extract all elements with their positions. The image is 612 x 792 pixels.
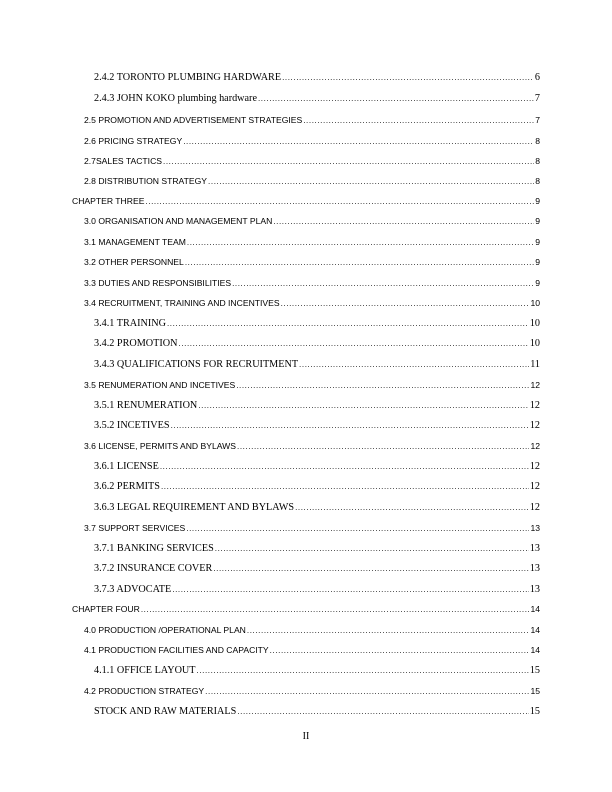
toc-entry-page: 7 bbox=[535, 115, 540, 125]
toc-entry[interactable] bbox=[84, 645, 540, 655]
toc-entry[interactable] bbox=[84, 176, 540, 186]
toc-entry-title: 2.7SALES TACTICS bbox=[84, 156, 163, 166]
toc-entry[interactable] bbox=[84, 441, 540, 451]
toc-entry[interactable] bbox=[94, 543, 540, 554]
toc-entry-title: 3.7.1 BANKING SERVICES bbox=[94, 543, 214, 554]
toc-entry-title: 3.0 ORGANISATION AND MANAGEMENT PLAN bbox=[84, 216, 273, 226]
toc-leader-dots bbox=[183, 137, 534, 146]
toc-entry-title: 3.6.2 PERMITS bbox=[94, 481, 160, 492]
toc-entry-page: 9 bbox=[535, 257, 540, 267]
toc-entry-page: 8 bbox=[535, 156, 540, 166]
toc-leader-dots bbox=[171, 421, 529, 430]
toc-leader-dots bbox=[161, 482, 529, 491]
toc-leader-dots bbox=[281, 299, 530, 308]
toc-entry-page: 7 bbox=[534, 93, 540, 104]
toc-leader-dots bbox=[236, 381, 529, 390]
toc-entry[interactable] bbox=[94, 706, 540, 717]
toc-entry[interactable] bbox=[84, 380, 540, 390]
toc-entry-title: 3.4 RECRUITMENT, TRAINING AND INCENTIVES bbox=[84, 298, 280, 308]
toc-entry-title: 2.4.2 TORONTO PLUMBING HARDWARE bbox=[94, 72, 282, 83]
toc-entry-title: 4.1 PRODUCTION FACILITIES AND CAPACITY bbox=[84, 645, 269, 655]
toc-leader-dots bbox=[167, 319, 529, 328]
toc-entry[interactable] bbox=[84, 278, 540, 288]
toc-leader-dots bbox=[237, 442, 529, 451]
toc-leader-dots bbox=[270, 646, 530, 655]
toc-entry-page: 14 bbox=[530, 645, 540, 655]
toc-entry-page: 9 bbox=[535, 237, 540, 247]
toc-entry-title: 3.7.3 ADVOCATE bbox=[94, 584, 172, 595]
toc-entry-page: 13 bbox=[530, 523, 540, 533]
toc-entry-page: 8 bbox=[535, 176, 540, 186]
toc-leader-dots bbox=[215, 544, 529, 553]
toc-entry-page: 12 bbox=[529, 502, 540, 513]
toc-entry-page: 9 bbox=[535, 216, 540, 226]
toc-entry-title: 3.6 LICENSE, PERMITS AND BYLAWS bbox=[84, 441, 237, 451]
toc-entry-title: 2.6 PRICING STRATEGY bbox=[84, 136, 183, 146]
toc-leader-dots bbox=[187, 238, 534, 247]
toc-entry[interactable] bbox=[94, 502, 540, 513]
toc-leader-dots bbox=[198, 401, 529, 410]
toc-entry[interactable] bbox=[94, 400, 540, 411]
toc-entry-page: 12 bbox=[530, 380, 540, 390]
toc-entry-title: 3.6.1 LICENSE bbox=[94, 461, 159, 472]
toc-entry-page: 6 bbox=[534, 72, 540, 83]
toc-leader-dots bbox=[282, 73, 534, 82]
toc-entry[interactable] bbox=[84, 523, 540, 533]
toc-entry[interactable] bbox=[84, 156, 540, 166]
toc-leader-dots bbox=[258, 94, 534, 103]
toc-leader-dots bbox=[163, 157, 534, 166]
toc-leader-dots bbox=[160, 462, 529, 471]
toc-entry[interactable] bbox=[72, 604, 540, 614]
toc-entry[interactable] bbox=[84, 298, 540, 308]
toc-leader-dots bbox=[145, 197, 534, 206]
toc-entry[interactable] bbox=[94, 93, 540, 104]
toc-entry-title: 3.4.3 QUALIFICATIONS FOR RECRUITMENT bbox=[94, 359, 299, 370]
toc-leader-dots bbox=[186, 524, 529, 533]
toc-entry-page: 15 bbox=[530, 686, 540, 696]
toc-leader-dots bbox=[179, 339, 529, 348]
toc-entry[interactable] bbox=[84, 115, 540, 125]
toc-entry[interactable] bbox=[94, 359, 540, 370]
toc-entry[interactable] bbox=[94, 338, 540, 349]
toc-entry-title: 3.5.1 RENUMERATION bbox=[94, 400, 198, 411]
toc-entry-title: 3.1 MANAGEMENT TEAM bbox=[84, 237, 186, 247]
toc-leader-dots bbox=[172, 585, 529, 594]
toc-entry[interactable] bbox=[94, 665, 540, 676]
toc-leader-dots bbox=[205, 687, 529, 696]
toc-leader-dots bbox=[208, 177, 534, 186]
toc-entry-page: 8 bbox=[535, 136, 540, 146]
toc-entry-title: 3.3 DUTIES AND RESPONSIBILITIES bbox=[84, 278, 232, 288]
toc-entry[interactable] bbox=[94, 563, 540, 574]
toc-entry-title: CHAPTER THREE bbox=[72, 196, 145, 206]
toc-leader-dots bbox=[303, 116, 534, 125]
toc-entry-page: 10 bbox=[530, 298, 540, 308]
page-number: II bbox=[302, 731, 310, 742]
toc-entry[interactable] bbox=[84, 686, 540, 696]
toc-entry-title: 2.8 DISTRIBUTION STRATEGY bbox=[84, 176, 208, 186]
toc-entry-title: 2.5 PROMOTION AND ADVERTISEMENT STRATEGIES bbox=[84, 115, 303, 125]
toc-entry-page: 12 bbox=[529, 400, 540, 411]
toc-entry[interactable] bbox=[84, 625, 540, 635]
toc-entry[interactable] bbox=[94, 318, 540, 329]
toc-entry-title: 4.0 PRODUCTION /OPERATIONAL PLAN bbox=[84, 625, 246, 635]
toc-entry[interactable] bbox=[94, 481, 540, 492]
toc-entry-page: 15 bbox=[529, 665, 540, 676]
toc-entry-page: 12 bbox=[530, 441, 540, 451]
toc-entry-page: 11 bbox=[530, 359, 540, 370]
toc-entry-page: 13 bbox=[529, 584, 540, 595]
toc-entry-page: 12 bbox=[529, 481, 540, 492]
toc-entry-title: 3.2 OTHER PERSONNEL bbox=[84, 257, 184, 267]
toc-leader-dots bbox=[295, 503, 529, 512]
toc-entry-page: 10 bbox=[529, 338, 540, 349]
toc-leader-dots bbox=[185, 258, 534, 267]
toc-entry-title: 3.5 RENUMERATION AND INCETIVES bbox=[84, 380, 236, 390]
toc-entry-page: 12 bbox=[529, 461, 540, 472]
toc-entry[interactable] bbox=[84, 216, 540, 226]
toc-leader-dots bbox=[232, 279, 534, 288]
toc-entry[interactable] bbox=[84, 237, 540, 247]
toc-leader-dots bbox=[213, 564, 529, 573]
toc-entry-page: 9 bbox=[535, 278, 540, 288]
toc-entry[interactable] bbox=[94, 420, 540, 431]
toc-leader-dots bbox=[273, 217, 534, 226]
toc-leader-dots bbox=[197, 666, 529, 675]
toc-leader-dots bbox=[141, 605, 530, 614]
toc-leader-dots bbox=[237, 707, 529, 716]
toc-entry-title: 3.7 SUPPORT SERVICES bbox=[84, 523, 186, 533]
toc-entry-title: STOCK AND RAW MATERIALS bbox=[94, 706, 237, 717]
toc-entry[interactable] bbox=[84, 257, 540, 267]
toc-entry[interactable] bbox=[84, 136, 540, 146]
toc-entry-title: CHAPTER FOUR bbox=[72, 604, 140, 614]
toc-entry-page: 12 bbox=[529, 420, 540, 431]
toc-entry[interactable] bbox=[94, 72, 540, 83]
toc-entry-page: 13 bbox=[529, 563, 540, 574]
toc-entry[interactable] bbox=[94, 584, 540, 595]
toc-entry-page: 13 bbox=[529, 543, 540, 554]
toc-entry-title: 3.7.2 INSURANCE COVER bbox=[94, 563, 213, 574]
toc-entry-page: 14 bbox=[530, 604, 540, 614]
toc-entry-title: 3.4.1 TRAINING bbox=[94, 318, 166, 329]
toc-entry-title: 4.1.1 OFFICE LAYOUT bbox=[94, 665, 196, 676]
toc-entry[interactable] bbox=[72, 196, 540, 206]
toc-entry-title: 2.4.3 JOHN KOKO plumbing hardware bbox=[94, 93, 257, 104]
toc-entry[interactable] bbox=[94, 461, 540, 472]
toc-leader-dots bbox=[247, 626, 530, 635]
toc-entry-page: 10 bbox=[529, 318, 540, 329]
toc-entry-title: 4.2 PRODUCTION STRATEGY bbox=[84, 686, 205, 696]
toc-leader-dots bbox=[299, 360, 529, 369]
toc-entry-page: 9 bbox=[535, 196, 540, 206]
toc-entry-page: 14 bbox=[530, 625, 540, 635]
toc-entry-title: 3.6.3 LEGAL REQUIREMENT AND BYLAWS bbox=[94, 502, 295, 513]
toc-entry-title: 3.4.2 PROMOTION bbox=[94, 338, 178, 349]
toc-entry-page: 15 bbox=[529, 706, 540, 717]
toc-entry-title: 3.5.2 INCETIVES bbox=[94, 420, 170, 431]
